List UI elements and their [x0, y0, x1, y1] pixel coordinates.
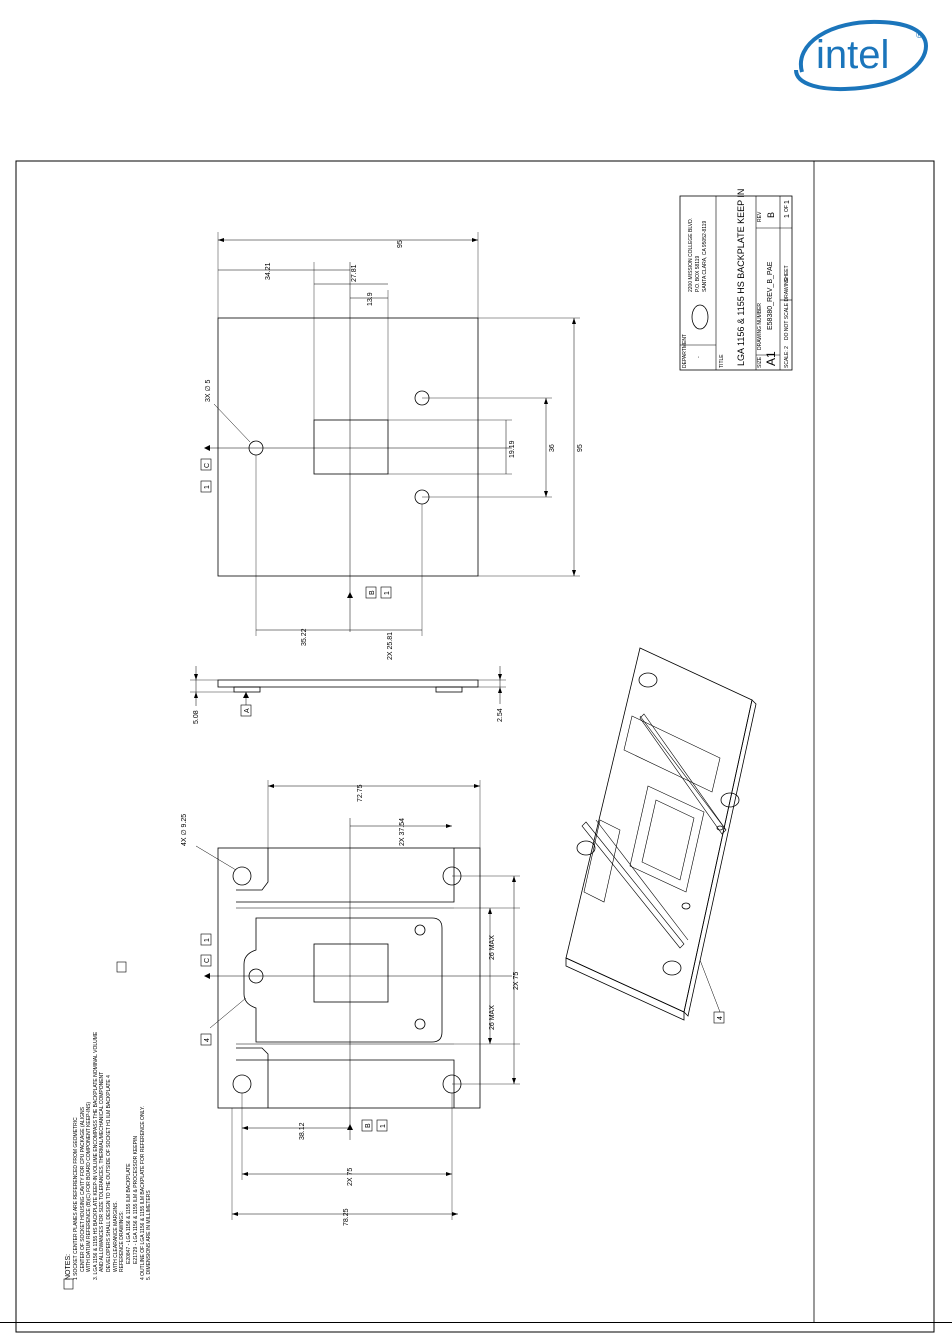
tb-title-label: TITLE	[719, 354, 725, 368]
top-ref-1-c: 1	[204, 485, 211, 489]
notes-line-8: REFERENCE DRAWINGS:	[119, 1211, 125, 1272]
side-datum-a: A	[244, 708, 251, 713]
lower-datum-b: B	[365, 1123, 372, 1128]
top-view	[206, 232, 580, 636]
tb-of-label: OF	[784, 205, 790, 212]
tb-size: A1	[764, 351, 778, 366]
tb-title: LGA 1156 & 1155 HS BACKPLATE KEEP IN	[736, 188, 746, 366]
lower-hole-bl	[233, 1075, 251, 1093]
side-dim-bottom: 2.54	[497, 708, 504, 722]
lower-dim-d8: 78.25	[343, 1208, 350, 1226]
side-view-arrows	[194, 674, 502, 698]
notes-line-5: AND ALLOWANCES FOR SIZE TOLERANCES, THERMAL/MECHANICAL COMPONENT	[99, 1071, 105, 1272]
tb-department-label: DEPARTMENT	[682, 334, 688, 368]
lower-socket-window	[314, 944, 388, 1002]
lower-datum-c: C	[204, 957, 211, 963]
lower-ref-1-c: 1	[204, 938, 211, 942]
top-dim-overall-h: 95	[397, 240, 404, 248]
top-ref-1-b: 1	[384, 591, 391, 595]
notes-line-12: 5. DIMENSIONS ARE IN MILLIMETERS	[146, 1190, 152, 1280]
tb-of: 1	[784, 200, 791, 204]
top-datum-c: C	[204, 462, 211, 468]
notes-block	[65, 1031, 152, 1280]
top-hole-callout: 3X ∅ 5	[205, 379, 212, 402]
lower-dim-d7: 2X 75	[347, 1167, 354, 1186]
lower-dim-d4: 26 MAX	[489, 1005, 496, 1030]
lower-datum-frames	[201, 934, 387, 1131]
lower-view	[196, 780, 520, 1220]
top-view-arrows	[204, 238, 576, 598]
top-plate-outline	[218, 318, 478, 576]
side-dim-top: 5.08	[193, 710, 200, 724]
top-datum-c-frame	[201, 459, 391, 598]
tb-department-value: -	[696, 356, 702, 358]
lower-dim-d5: 2X 75	[513, 971, 520, 990]
lower-dim-d1: 72.75	[357, 784, 364, 802]
tb-rev: B	[766, 211, 776, 218]
page-footer-line	[0, 1322, 952, 1323]
notes-header: NOTES:	[65, 1253, 72, 1280]
lower-dim-d3: 26 MAX	[489, 935, 496, 960]
tb-rev-label: REV	[757, 211, 763, 222]
lower-dim-d2: 2X 37.54	[399, 817, 406, 846]
lower-hole-callout: 4X ∅ 9.25	[181, 813, 188, 846]
sheet-border	[16, 161, 934, 1332]
lower-ref-4: 4	[204, 1038, 211, 1042]
top-socket-window	[314, 420, 388, 474]
title-block	[680, 189, 792, 370]
iso-ref-4: 4	[717, 1016, 724, 1020]
lower-ref-1-b: 1	[380, 1124, 387, 1128]
logo-text: intel	[816, 33, 890, 77]
notes-line-11: 4 OUTLINE OF LGA 1156 & 1155 ILM BACKPLATE FOR REFERENCE ONLY.	[140, 1105, 146, 1280]
top-dim-d5: 36	[549, 444, 556, 452]
notes-line-7: WITH CLEARANCE MARGINS.	[113, 1201, 119, 1272]
tb-address-1: 2200 MISSION COLLEGE BLVD.	[688, 217, 694, 292]
notes-line-3: WITH DATUM REFERENCE (B)(C) FOR BOARD COMPONENT KEEP-INS)	[86, 1101, 92, 1272]
top-dim-d6: 35.22	[301, 628, 308, 646]
logo-trademark: ®	[916, 30, 923, 40]
tb-sheet: 1	[784, 214, 791, 218]
tb-sheet-label: SHEET	[784, 265, 790, 282]
tb-do-not-scale: DO NOT SCALE DRAWING	[784, 277, 790, 340]
lower-plate-outline	[218, 848, 480, 1108]
top-dim-d4: 19.19	[509, 440, 516, 458]
lower-dim-d6: 38.12	[299, 1122, 306, 1140]
tb-address-2: P.O. BOX 58119	[695, 255, 701, 292]
tb-scale: SCALE: 2	[784, 346, 790, 368]
lower-ilm-pin-1	[415, 925, 425, 935]
top-dim-d3: 13.9	[367, 292, 374, 306]
lower-view-arrows	[204, 784, 516, 1216]
tb-drawing-number: E58380_REV_B_PAE	[767, 261, 774, 330]
tb-drawing-number-label: DRAWING NUMBER	[757, 302, 763, 350]
top-dim-d2: 27.81	[351, 264, 358, 282]
notes-line-2: CENTER OF SOCKET HOUSING CAVITY FOR CPU PACKAGE (ALIGNS	[80, 1107, 86, 1272]
notes-line-6: DEVELOPERS SHALL DESIGN TO THE OUTSIDE OF SOCKET H1 ILM BACKPLATE 4	[106, 1075, 112, 1272]
lower-ilm-pin-2	[415, 1019, 425, 1029]
tb-size-label: SIZE	[757, 356, 763, 368]
top-dim-d1: 34.21	[265, 262, 272, 280]
top-dim-overall-v: 95	[577, 444, 584, 452]
top-dim-d7: 2X 25.81	[387, 631, 394, 660]
tb-address-3: SANTA CLARA, CA 95052-8119	[702, 220, 708, 292]
iso-plate-top	[566, 648, 752, 1012]
side-view	[190, 666, 506, 706]
top-datum-b: B	[369, 590, 376, 595]
notes-line-1: 1 SOCKET CENTER PLANES ARE REFERENCED FROM GEOMETRIC	[73, 1117, 79, 1280]
notes-line-9: E20847 - LGA 1156 & 1155 ILM BACKPLATE	[126, 1163, 132, 1264]
notes-line-10: E21729 - LGA 1156 & 1155 ILM & PROCESSOR KEEPIN	[133, 1136, 139, 1264]
iso-plate-side	[566, 958, 684, 1020]
notes-line-4: 3. LGA 1156 & 1155 HS BACKPLATE KEEP-IN VOLUME ENCOMPASS THE BACKPLATE NOMINAL VOLUME	[93, 1031, 99, 1280]
ilm-outline	[244, 918, 442, 1042]
iso-view	[566, 648, 756, 1020]
